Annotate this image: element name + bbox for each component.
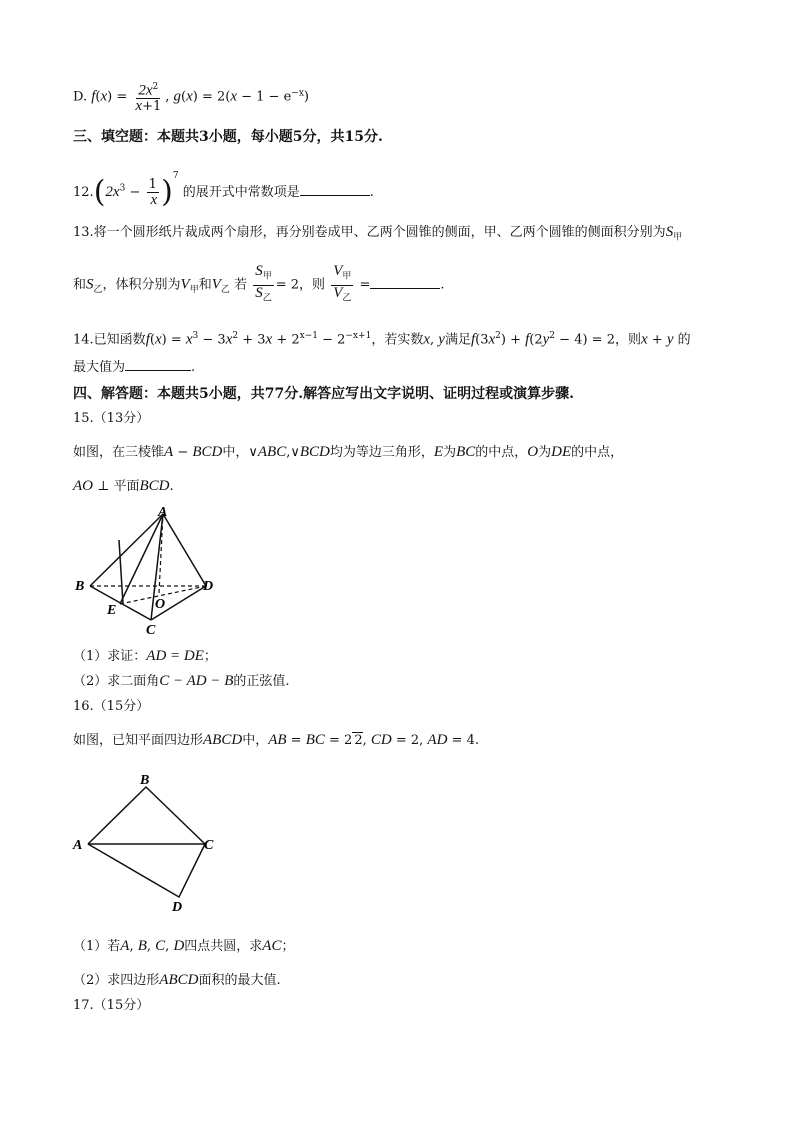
fig15-label-o: O xyxy=(155,597,166,612)
answer-blank-12[interactable] xyxy=(300,183,370,196)
fig16-label-b: B xyxy=(140,773,150,788)
question-13-line-2: 和$S_乙$，体积分别为$V_甲$和$V_乙$ 若 $\frac{S_甲}{S_乙}$ = 2，则 $\frac{V_甲}{V_乙}$ = . xyxy=(73,263,445,304)
question-15-line-2: AO ⊥ 平面BCD. xyxy=(73,478,174,494)
option-d: D. f(x) = $\frac{2x^2}{x+1}$ , $g(x) = 2(x - 1 - e^{-x})$ xyxy=(73,82,309,115)
answer-blank-13[interactable] xyxy=(370,276,440,289)
question-16-part-1: （1）若A, B, C, D四点共圆，求AC； xyxy=(73,938,295,954)
question-15-line-1: 如图，在三棱锥A − BCD中，∨ABC,∨BCD均为等边三角形，E为BC的中点，O为DE的中点， xyxy=(73,444,624,460)
answer-blank-14[interactable] xyxy=(125,358,191,371)
fig16-label-a: A xyxy=(73,838,83,853)
question-17-header: 17.（15分） xyxy=(73,998,150,1013)
question-14-line-1: 14.已知函数$f(x) = x^3 - 3x^2 + 3x + 2^{x-1} - 2^{-x+1}$，若实数x, y满足$f(3x^2) + f(2y^2 - 4) = 2$，则x + y 的 xyxy=(73,331,691,348)
fig16-label-c: C xyxy=(204,838,214,853)
question-15-header: 15.（13分） xyxy=(73,411,150,426)
fig15-label-b: B xyxy=(75,579,85,594)
fig15-label-d: D xyxy=(203,579,214,594)
question-14-line-2: 最大值为 . xyxy=(73,360,196,375)
figure-16-quadrilateral xyxy=(70,765,230,920)
fig16-label-d: D xyxy=(172,900,183,915)
fig15-label-c: C xyxy=(146,623,156,638)
section-3-title: 三、填空题：本题共3小题，每小题5分，共15分. xyxy=(73,129,383,145)
question-16-header: 16.（15分） xyxy=(73,699,150,714)
question-16-line-1: 如图，已知平面四边形ABCD中，AB = BC = 2 2, CD = 2, AD = 4. xyxy=(73,732,479,748)
fig15-label-e: E xyxy=(107,603,117,618)
fig15-label-a: A xyxy=(158,505,168,520)
question-16-part-2: （2）求四边形ABCD面积的最大值. xyxy=(73,972,281,988)
question-12: $12.(2x^3$ − $\frac{1}{x}$ )$^7$ 的展开式中常数项是 . xyxy=(73,171,374,210)
question-15-part-2: （2）求二面角C − AD − B的正弦值. xyxy=(73,673,290,689)
question-15-part-1: （1）求证：AD = DE； xyxy=(73,648,217,664)
section-4-title: 四、解答题：本题共5小题，共77分.解答应写出文字说明、证明过程或演算步骤. xyxy=(73,386,574,402)
figure-15-tetrahedron xyxy=(70,500,230,640)
question-13-line-1: 13.将一个圆形纸片裁成两个扇形，再分别卷成甲、乙两个圆锥的侧面，甲、乙两个圆锥的侧面积分别为$S_甲$ xyxy=(73,224,683,243)
